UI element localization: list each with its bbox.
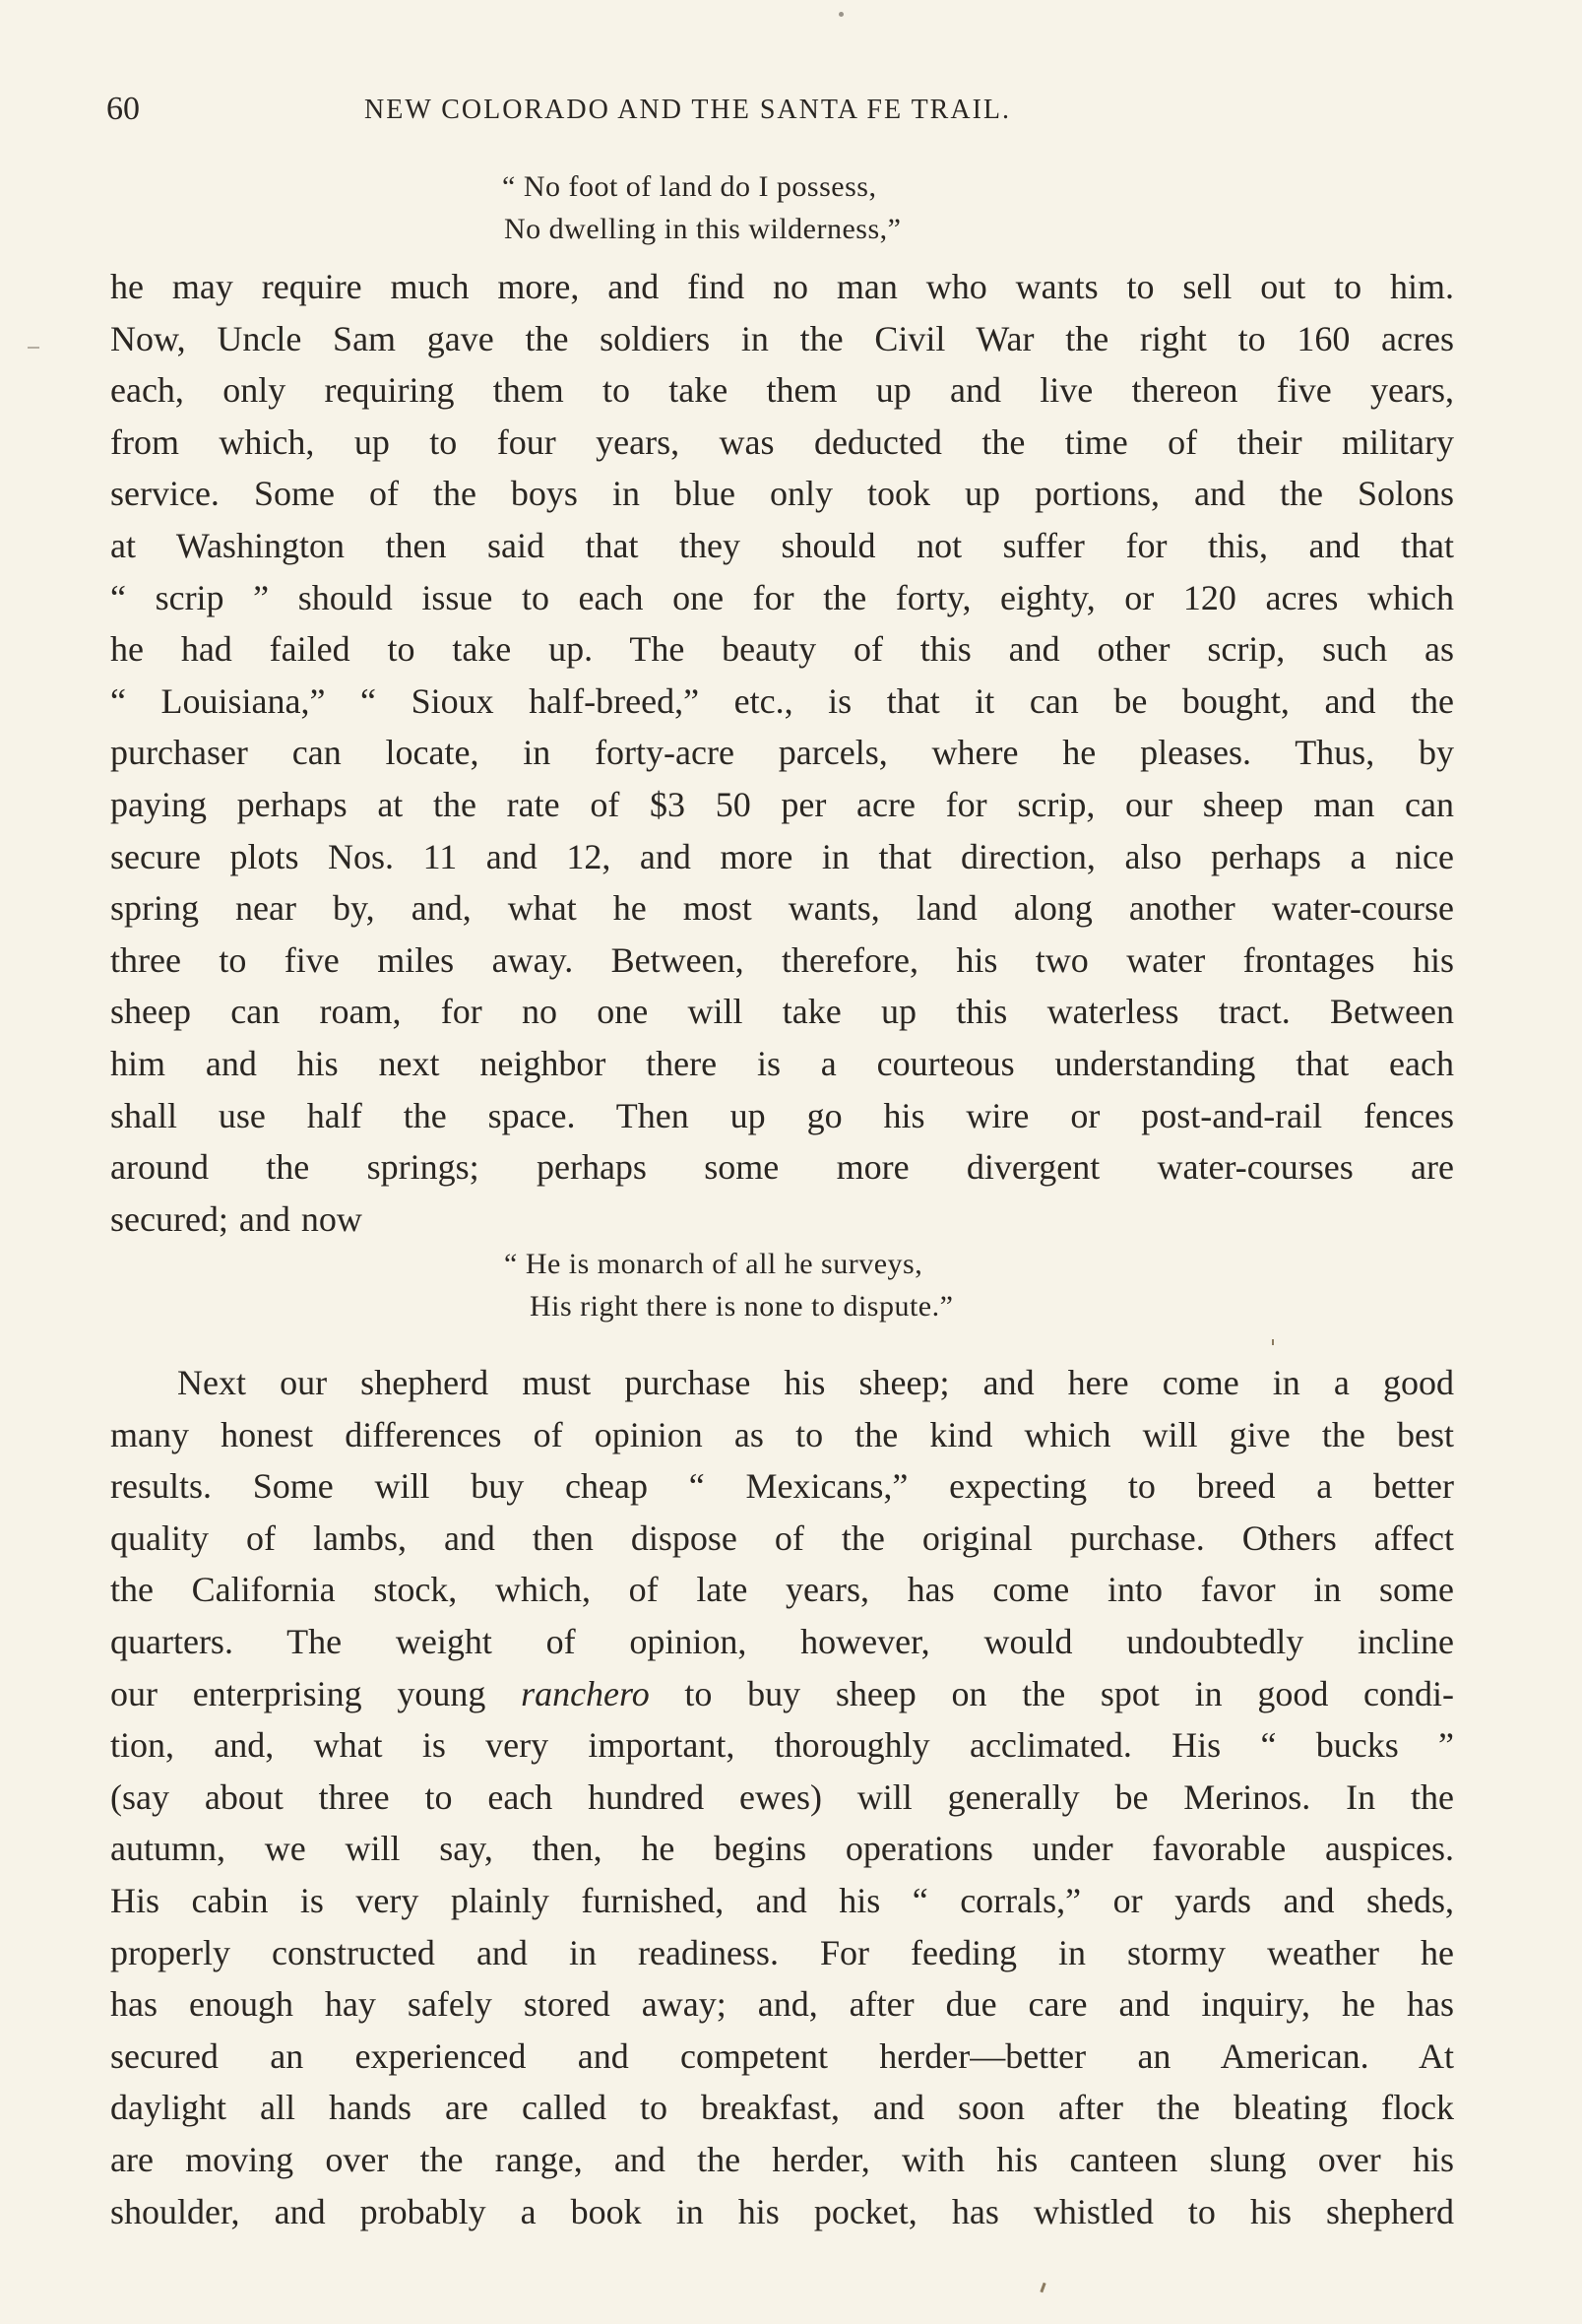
text-line: are moving over the range, and the herder, with his canteen slung over his — [110, 2139, 1454, 2179]
verse-quote — [504, 1243, 953, 1327]
text-line: secure plots Nos. 11 and 12, and more in that direction, also perhaps a nice — [110, 836, 1454, 876]
text-line: “ scrip ” should issue to each one for the forty, eighty, or 120 acres which — [110, 577, 1454, 617]
text-line: shoulder, and probably a book in his pocket, has whistled to his shepherd — [110, 2191, 1454, 2231]
print-speck — [1272, 1339, 1274, 1345]
running-head — [106, 91, 1455, 138]
print-speck — [839, 12, 844, 17]
verse-line: His right there is none to dispute.” — [530, 1290, 954, 1323]
paragraph — [110, 261, 1454, 1245]
text-line: autumn, we will say, then, he begins operations under favorable auspices. — [110, 1829, 1454, 1869]
text-run: to buy sheep on the spot in good condi- — [649, 1673, 1454, 1713]
text-line: “ Louisiana,” “ Sioux half-breed,” etc., is that it can be bought, and the — [110, 680, 1454, 721]
text-line: each, only requiring them to take them up and live thereon five years, — [110, 370, 1454, 411]
text-line: the California stock, which, of late years, has come into favor in some — [110, 1570, 1454, 1610]
text-line: sheep can roam, for no one will take up this waterless tract. Between — [110, 992, 1454, 1032]
text-run: our enterprising young — [110, 1673, 522, 1713]
text-line: secured; and now — [110, 1198, 362, 1239]
text-line: quarters. The weight of opinion, however, would undoubtedly incline — [110, 1621, 1454, 1661]
text-line: purchaser can locate, in forty-acre parcels, where he pleases. Thus, by — [110, 733, 1454, 773]
text-line: results. Some will buy cheap “ Mexicans,” expecting to breed a better — [110, 1466, 1454, 1507]
text-line — [110, 1668, 1454, 1720]
text-line: he had failed to take up. The beauty of this and other scrip, such as — [110, 629, 1454, 670]
margin-mark — [28, 347, 39, 349]
verse-quote — [502, 165, 901, 250]
text-line: (say about three to each hundred ewes) will generally be Merinos. In the — [110, 1776, 1454, 1817]
text-line: spring near by, and, what he most wants, land along another water-course — [110, 888, 1454, 929]
text-line: three to five miles away. Between, therefore, his two water frontages his — [110, 939, 1454, 980]
text-line: he may require much more, and find no man who wants to sell out to him. — [110, 267, 1454, 306]
text-line: from which, up to four years, was deducted the time of their military — [110, 421, 1454, 462]
text-line: has enough hay safely stored away; and, after due care and inquiry, he has — [110, 1984, 1454, 2025]
running-title: NEW COLORADO AND THE SANTA FE TRAIL. — [364, 95, 1011, 125]
text-line: tion, and, what is very important, thoroughly acclimated. His “ bucks ” — [110, 1725, 1454, 1766]
text-line: properly constructed and in readiness. For feeding in stormy weather he — [110, 1932, 1454, 1972]
text-line: Now, Uncle Sam gave the soldiers in the Civil War the right to 160 acres — [110, 318, 1454, 358]
paragraph — [110, 1357, 1454, 2237]
text-line: around the springs; perhaps some more divergent water-courses are — [110, 1147, 1454, 1188]
text-line: shall use half the space. Then up go his wire or post-and-rail fences — [110, 1095, 1454, 1135]
text-line: secured an experienced and competent herder—better an American. At — [110, 2035, 1454, 2076]
text-line: paying perhaps at the rate of $3 50 per acre for scrip, our sheep man can — [110, 784, 1454, 824]
text-line: His cabin is very plainly furnished, and his “ corrals,” or yards and sheds, — [110, 1880, 1454, 1920]
text-line: quality of lambs, and then dispose of the original purchase. Others affect — [110, 1517, 1454, 1558]
page-number: 60 — [106, 91, 140, 127]
text-line: Next our shepherd must purchase his sheep; and here come in a good — [177, 1363, 1454, 1402]
print-speck — [1040, 2283, 1045, 2292]
text-line: daylight all hands are called to breakfast, and soon after the bleating flock — [110, 2088, 1454, 2128]
italic-word: ranchero — [521, 1673, 650, 1713]
verse-line: “ No foot of land do I possess, — [502, 170, 877, 203]
text-line: him and his next neighbor there is a courteous understanding that each — [110, 1043, 1454, 1083]
text-line: at Washington then said that they should not suffer for this, and that — [110, 525, 1454, 565]
verse-line: No dwelling in this wilderness,” — [504, 213, 902, 245]
text-line: service. Some of the boys in blue only took up portions, and the Solons — [110, 474, 1454, 514]
verse-line: “ He is monarch of all he surveys, — [504, 1248, 923, 1280]
text-line: many honest differences of opinion as to the kind which will give the best — [110, 1414, 1454, 1454]
